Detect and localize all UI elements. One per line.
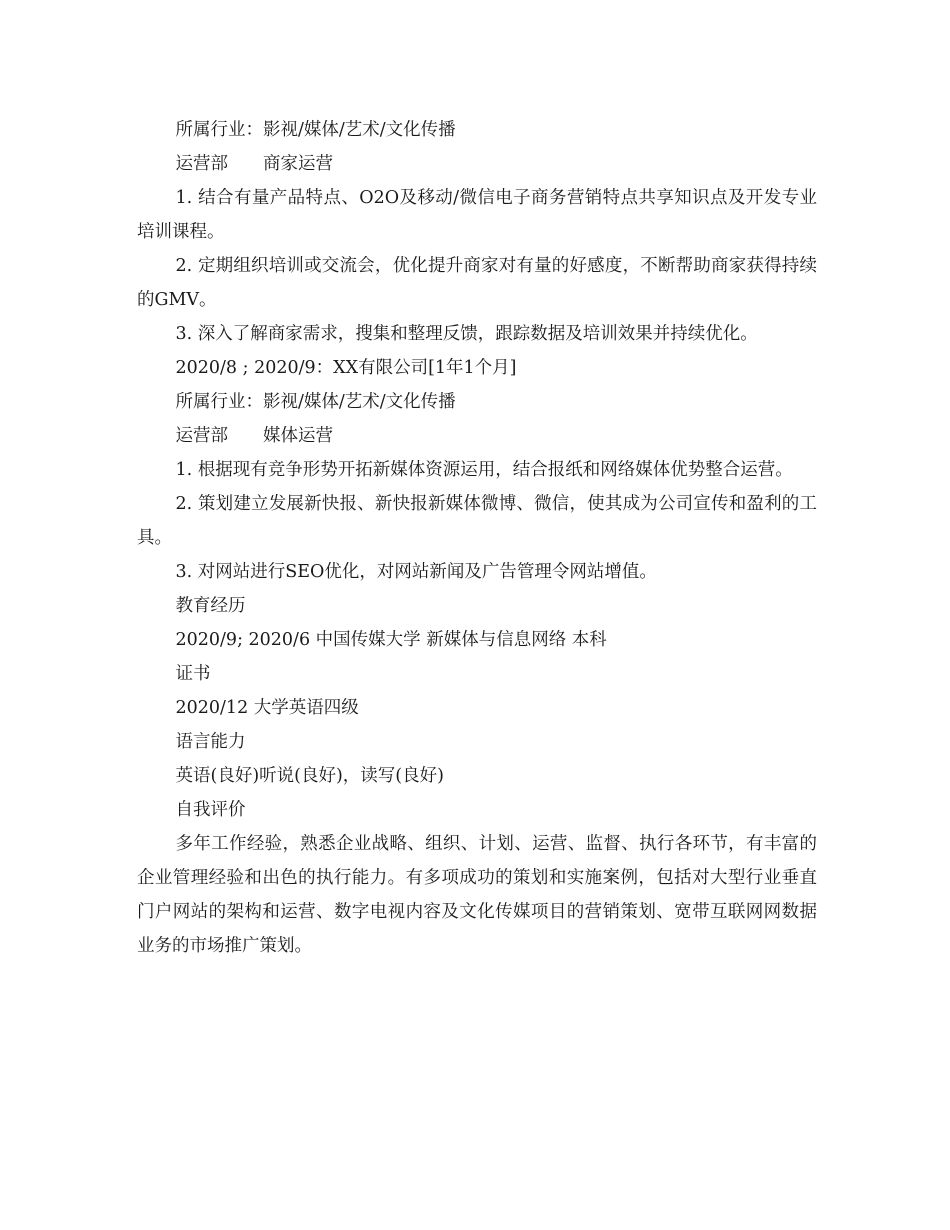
- duty-item-2-1: 1. 根据现有竞争形势开拓新媒体资源运用，结合报纸和网络媒体优势整合运营。: [175, 460, 793, 480]
- duty-item-1-2: 2. 定期组织培训或交流会，优化提升商家对有量的好感度，不断帮助商家获得持续的GMV。: [137, 256, 817, 310]
- section-heading-languages: 语言能力: [175, 732, 246, 752]
- duty-item-1-1: 1. 结合有量产品特点、O2O及移动/微信电子商务营销特点共享知识点及开发专业培训课程。: [137, 188, 817, 242]
- self-evaluation-text: 多年工作经验，熟悉企业战略、组织、计划、运营、监督、执行各环节，有丰富的企业管理经验和出色的执行能力。有多项成功的策划和实施案例，包括对大型行业垂直门户网站的架构和运营、数字电视内容及文化传媒项目的营销策划、宽带互联网网数据业务的市场推广策划。: [137, 834, 817, 956]
- duty-item-1-3: 3. 深入了解商家需求，搜集和整理反馈，跟踪数据及培训效果并持续优化。: [175, 324, 758, 344]
- industry-line-2: 所属行业：影视/媒体/艺术/文化传播: [175, 392, 456, 412]
- department-line-2: 运营部 媒体运营: [175, 426, 333, 446]
- section-heading-self-evaluation: 自我评价: [175, 800, 246, 820]
- industry-line-1: 所属行业：影视/媒体/艺术/文化传播: [175, 120, 456, 140]
- resume-body: [137, 113, 817, 963]
- duty-item-2-3: 3. 对网站进行SEO优化，对网站新闻及广告管理令网站增值。: [175, 562, 657, 582]
- section-heading-certificates: 证书: [175, 664, 211, 684]
- language-entry: 英语(良好)听说(良好)，读写(良好): [175, 766, 444, 786]
- certificate-entry: 2020/12 大学英语四级: [175, 698, 359, 718]
- job-period-company: 2020/8 ; 2020/9：XX有限公司[1年1个月]: [175, 358, 517, 378]
- duty-item-2-2: 2. 策划建立发展新快报、新快报新媒体微博、微信，使其成为公司宣传和盈利的工具。: [137, 494, 817, 548]
- department-line-1: 运营部 商家运营: [175, 154, 333, 174]
- section-heading-education: 教育经历: [175, 596, 246, 616]
- education-entry: 2020/9; 2020/6 中国传媒大学 新媒体与信息网络 本科: [175, 630, 607, 650]
